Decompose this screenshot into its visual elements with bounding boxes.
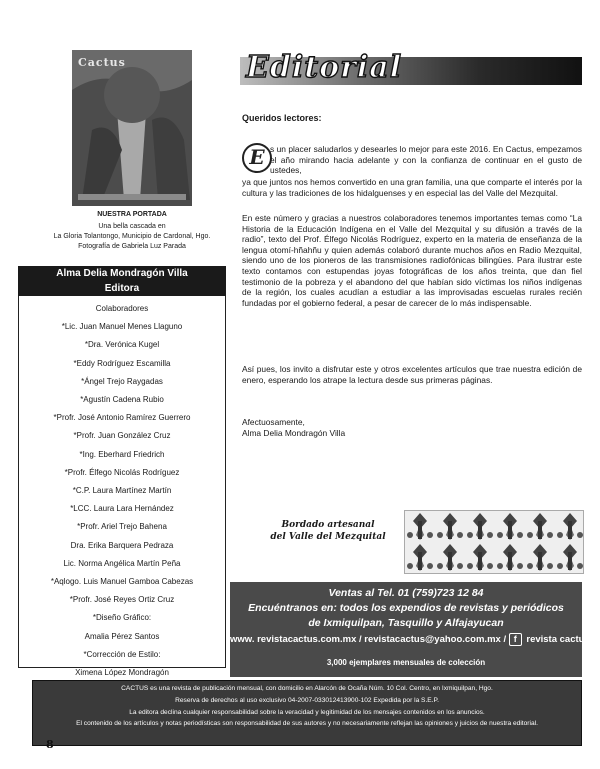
closing: Afectuosamente,	[242, 417, 305, 427]
collaborator: *Aqlogo. Luis Manuel Gamboa Cabezas	[50, 577, 194, 587]
cover-photo	[72, 50, 192, 206]
collaborators-list	[18, 300, 226, 682]
masthead-header	[18, 266, 226, 296]
collaborator: *Dra. Verónica Kugel	[84, 340, 160, 350]
greeting: Queridos lectores:	[242, 113, 322, 123]
cover-caption-line: La Gloria Tolantongo, Municipio de Cardonal, Hgo.	[53, 233, 211, 240]
website-and-email[interactable]: www. revistacactus.com.mx / revistacactus@yahoo.com.mx /	[230, 634, 507, 646]
legal-line: Reserva de derechos al uso exclusivo 04-2007-033012413900-102 Expedida por la S.E.P.	[175, 696, 439, 704]
contact-lines	[230, 586, 582, 631]
collaborator: Colaboradores	[95, 304, 149, 313]
find-line: de Ixmiquilpan, Tasquillo y Alfajayucan	[308, 617, 504, 629]
web-line	[230, 633, 590, 646]
embroidery-caption-line: del Valle del Mezquital	[270, 532, 386, 542]
legal-notice	[32, 680, 582, 746]
cover-caption-line: Una bella cascada en	[98, 223, 166, 230]
collaborator: *Ing. Eberhard Friedrich	[79, 449, 165, 459]
collaborator: *Corrección de Estilo:	[83, 649, 161, 659]
page-number: 8	[46, 738, 54, 751]
collaborator: *Eddy Rodríguez Escamilla	[73, 358, 171, 368]
cover-caption-title: NUESTRA PORTADA	[97, 211, 167, 218]
cover-image	[72, 50, 192, 206]
embroidery-caption	[268, 519, 388, 543]
legal-line: La editora declina cualquier responsabilidad sobre la veracidad y legitimidad de los mensajes contenidos en los anuncios.	[129, 708, 485, 716]
collaborator: *Profr. José Antonio Ramírez Guerrero	[53, 413, 191, 423]
collaborator: *Lic. Juan Manuel Menes Llaguno	[61, 322, 183, 332]
collaborator: Dra. Erika Barquera Pedraza	[70, 540, 174, 550]
facebook-icon: f	[509, 633, 522, 646]
collaborator: *Profr. Juan González Cruz	[73, 431, 171, 441]
cover-caption-line: Fotografía de Gabriela Luz Parada	[78, 243, 186, 250]
find-line: Encuéntranos en: todos los expendios de revistas y periódicos	[248, 602, 564, 614]
embroidery-image	[404, 510, 584, 574]
collaborator: *LCC. Laura Lara Hernández	[70, 504, 174, 514]
signature-block	[242, 417, 582, 438]
collaborator: Ximena López Mondragón	[75, 668, 169, 678]
collaborator: *Profr. José Reyes Ortiz Cruz	[69, 595, 175, 605]
phone-line: Ventas al Tel. 01 (759)723 12 84	[328, 587, 484, 599]
paragraph-1-end: ya que juntos nos hemos convertido en una gran familia, una que comparte el interés por la cultura y las tradiciones de los hidalguenses y en especial las del Valle del Mezquital.	[242, 177, 582, 198]
embroidery-pattern	[405, 511, 583, 573]
collaborator: Amalia Pérez Santos	[84, 631, 160, 641]
director-name: Alma Delia Mondragón Villa	[56, 268, 188, 279]
editorial-title: Editorial	[246, 50, 403, 85]
paragraph-1-start: s un placer saludarlos y desearles lo mejor para este 2016. En Cactus, empezamos el año mirando hacia adelante y con la confianza de continuar en el gusto de ustedes,	[270, 144, 582, 176]
collaborator: *Diseño Gráfico:	[92, 613, 152, 623]
paragraph-2: En este número y gracias a nuestros colaboradores tenemos importantes temas como “La Historia de la Educación Indígena en el Valle del Mezquital y su difusión a través de la radio”, texto del Prof. Élfego Nicolás Rodríguez, experto en la materia de enseñanza de la lengua otomí-hñahñu y quien además colaboró durante muchos años en Radio Mezquital, siendo uno de los pioneros de las transmisiones radiofónicas bilingües. Para ilustrar este texto contamos con estupendas joyas fotográficas de los años treinta, que dan fiel testimonio de la pobreza y el abandono del que habían sido víctimas los niños indígenas de la región, los cuales acudían a estudiar a las improvisadas escuelas rurales recién fundadas por el gobierno federal, a pesar de carecer de lo más indispensable.	[242, 213, 582, 308]
collaborator: *Profr. Ariel Trejo Bahena	[77, 522, 167, 532]
collaborator: *Agustín Cadena Rubio	[80, 395, 164, 405]
collaborator: *Profr. Élfego Nicolás Rodríguez	[64, 467, 180, 477]
embroidery-caption-line: Bordado artesanal	[281, 520, 375, 530]
facebook-page[interactable]: revista cactus	[526, 634, 590, 646]
collaborator: Lic. Norma Angélica Martín Peña	[63, 558, 181, 568]
signature: Alma Delia Mondragón Villa	[242, 427, 346, 438]
paragraph-3: Así pues, los invito a disfrutar este y otros excelentes artículos que trae nuestra edición de enero, esperando los atrape la lectura desde sus primeras páginas.	[242, 364, 582, 385]
collaborator: *Ángel Trejo Raygadas	[81, 376, 163, 386]
legal-line: El contenido de los artículos y notas periodísticas son responsabilidad de sus autores y no necesariamente reflejan las opiniones y juicios de nuestra editorial.	[76, 720, 538, 728]
print-run: 3,000 ejemplares mensuales de colección	[326, 658, 486, 667]
drop-cap: E	[242, 143, 272, 173]
collaborator: *C.P. Laura Martínez Martín	[72, 486, 172, 496]
cover-footer-strip	[78, 194, 186, 200]
director-role: Editora	[104, 283, 140, 294]
cover-title: Cactus	[78, 56, 126, 69]
legal-line: CACTUS es una revista de publicación mensual, con domicilio en Alarcón de Ocaña Núm. 10 Col. Centro, en Ixmiquilpan, Hgo.	[121, 685, 493, 692]
